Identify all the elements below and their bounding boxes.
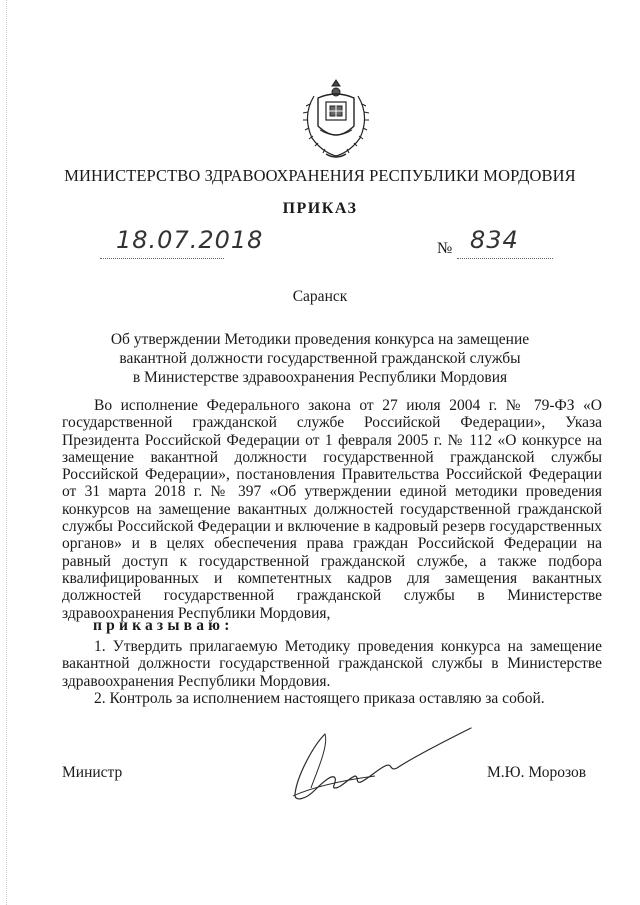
subject-line: Об утверждении Методики проведения конкурса на замещение — [110, 331, 530, 348]
ministry-name: МИНИСТЕРСТВО ЗДРАВООХРАНЕНИЯ РЕСПУБЛИКИ МОРДОВИЯ — [64, 166, 576, 185]
handwritten-signature — [285, 716, 475, 806]
order-number: 834 — [470, 226, 519, 254]
order-item: 2. Контроль за исполнением настоящего приказа оставляю за собой. — [94, 690, 545, 708]
number-underline — [457, 258, 553, 259]
signatory-name: М.Ю. Морозов — [487, 764, 587, 781]
city-name: Саранск — [292, 288, 348, 305]
decree-word: приказываю: — [93, 617, 234, 634]
document-type-title: ПРИКАЗ — [282, 200, 358, 217]
coat-of-arms-emblem — [296, 76, 376, 160]
number-sign: № — [437, 240, 453, 257]
preamble-paragraph: Во исполнение Федерального закона от 27 июля 2004 г. № 79-ФЗ «О государственной гражданской службе Российской Федерации», Указа Президента Российской Федерации от 1 февраля 2005 г. № 112 «О конкурсе на замещение вакантной должности государственной гражданской службы Российской Федерации», постановления Правительства Российской Федерации от 31 марта 2018 г. № 397 «Об утверждении единой методики проведения конкурсов на замещение вакантных должностей государственной гражданской службы Российской Федерации и включение в кадровый резерв государственных органов» и в целях обеспечения права граждан Российской Федерации на равный доступ к государственной гражданской службе, а также подбора квалифицированных и компетентных кадров для замещения вакантных должностей государственной гражданской службы в Министерстве здравоохранения Республики Мордовия, — [62, 397, 602, 622]
order-items — [62, 638, 602, 708]
order-subject — [100, 330, 540, 387]
order-item: 1. Утвердить прилагаемую Методику проведения конкурса на замещение вакантной должности государственной гражданской службы в Министерстве здравоохранения Республики Мордовия. — [62, 638, 602, 690]
subject-line: вакантной должности государственной гражданской службы — [119, 350, 521, 367]
scan-edge — [6, 0, 8, 905]
order-preamble — [62, 397, 602, 622]
subject-line: в Министерстве здравоохранения Республики Мордовия — [132, 369, 508, 386]
signatory-title: Министр — [62, 764, 123, 781]
date-underline — [100, 258, 224, 259]
order-date: 18.07.2018 — [116, 226, 264, 254]
